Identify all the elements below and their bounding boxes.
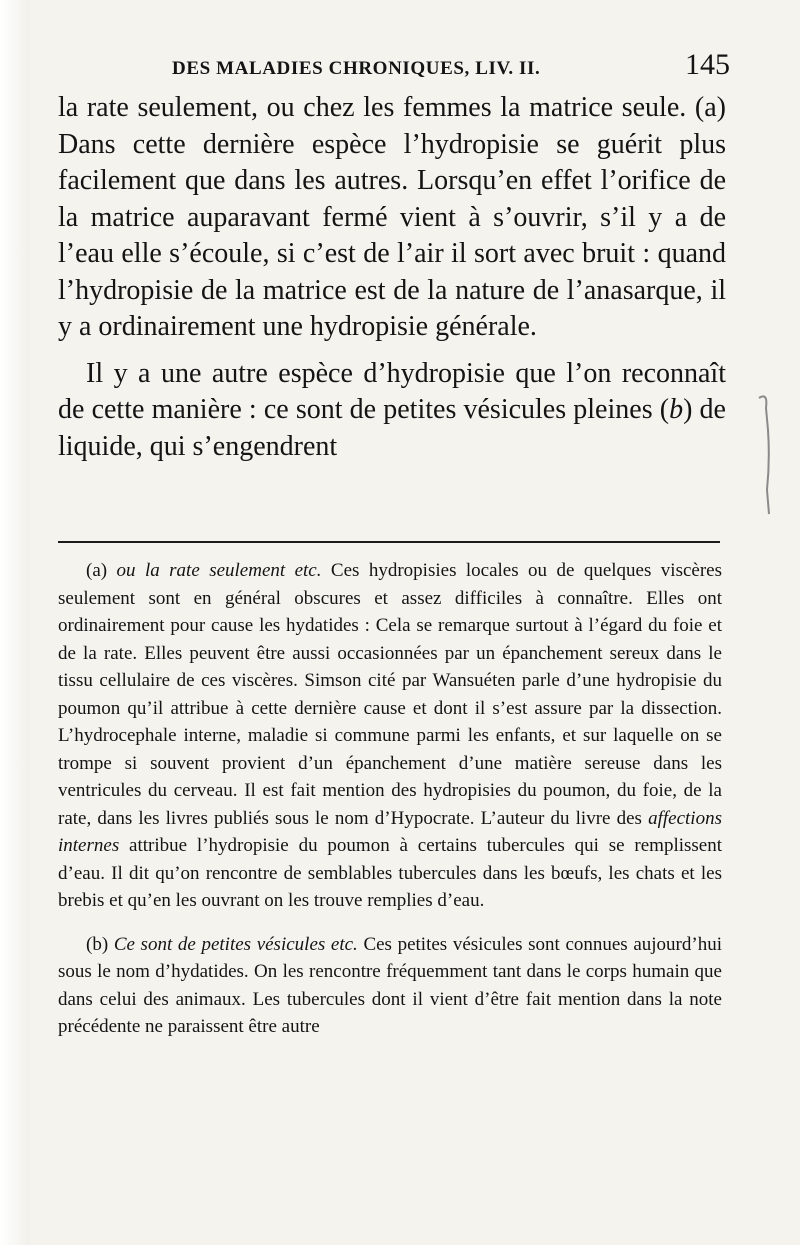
page-number: 145: [685, 48, 730, 81]
main-paragraph-2-part-2: ) de liquide, qui s’engendrent: [58, 394, 726, 462]
footnote-b-text: Ces petites vésicules sont connues aujourd’hui sous le nom d’hydatides. On les rencontre fréquemment tant dans le corps humain que dans celui des animaux. Les tubercules dont il vient d’être fait mention dans la note précédente ne paraissent être autre: [58, 933, 722, 1037]
footnote-b-mark: (b): [86, 933, 109, 955]
footnote-a-mark: (a): [86, 560, 108, 581]
footnote-ref-b: b: [669, 394, 684, 425]
footnote-b: [58, 931, 722, 1041]
page-header: [172, 48, 730, 88]
page-edge-shadow: [0, 0, 30, 1245]
footnote-a-lemma: ou la rate seulement etc.: [116, 560, 322, 581]
footnotes: [58, 557, 722, 1041]
footnote-b-lemma: Ce sont de petites vésicules etc.: [113, 933, 358, 955]
main-paragraph-2-part-1: Il y a une autre espèce d’hydropisie que l’on reconnaît de cette manière : ce sont de petites vésicules pleines (: [58, 357, 726, 425]
margin-pencil-mark: [756, 390, 778, 520]
footnote-a-text-1: Ces hydropisies locales ou de quelques viscères seulement sont en général obscures et assez difficiles à connaître. Elles ont ordinairement pour cause les hydatides : Cela se remarque surtout à l’égard du foie et de la rate. Elles peuvent être aussi occasionnées par un épanchement sereux dans le tissu cellulaire de ces viscères. Simson cité par Wansuéten parle d’une hydropisie du poumon qu’il attribue à cette dernière cause et dont il s’est assure par la dissection. L’hydrocephale interne, maladie si commune parmi les enfants, et sur laquelle on se trompe si souvent provient d’un épanchement d’une matière sereuse dans les ventricules du cerveau. Il est fait mention des hydropisies du poumon, du foie, de la rate, dans les livres publiés sous le nom d’Hypocrate. L’auteur du livre des: [58, 560, 723, 829]
main-paragraph-1: la rate seulement, ou chez les femmes la matrice seule. (a) Dans cette dernière espèce l’hydropisie se guérit plus facilement que dans les autres. Lorsqu’en effet l’orifice de la matrice auparavant fermé vient à s’ouvrir, s’il y a de l’eau elle s’écoule, si c’est de l’air il sort avec bruit : quand l’hydropisie de la matrice est de la nature de l’anasarque, il y a ordinairement une hydropisie générale.: [58, 92, 726, 342]
footnote-a-text-2: attribue l’hydropisie du poumon à certains tubercules qui se remplissent d’eau. Il dit qu’on rencontre de semblables tubercules dans les bœufs, les chats et les brebis et qu’en les ouvrant on les trouve remplies d’eau.: [58, 835, 722, 911]
footnote-a-italic-title: affections internes: [58, 807, 722, 856]
main-text: [58, 90, 726, 465]
footnote-a: [58, 557, 722, 915]
footnote-rule: [58, 541, 720, 543]
main-paragraph-2: [58, 356, 726, 466]
running-title: DES MALADIES CHRONIQUES, LIV. II.: [172, 58, 541, 79]
